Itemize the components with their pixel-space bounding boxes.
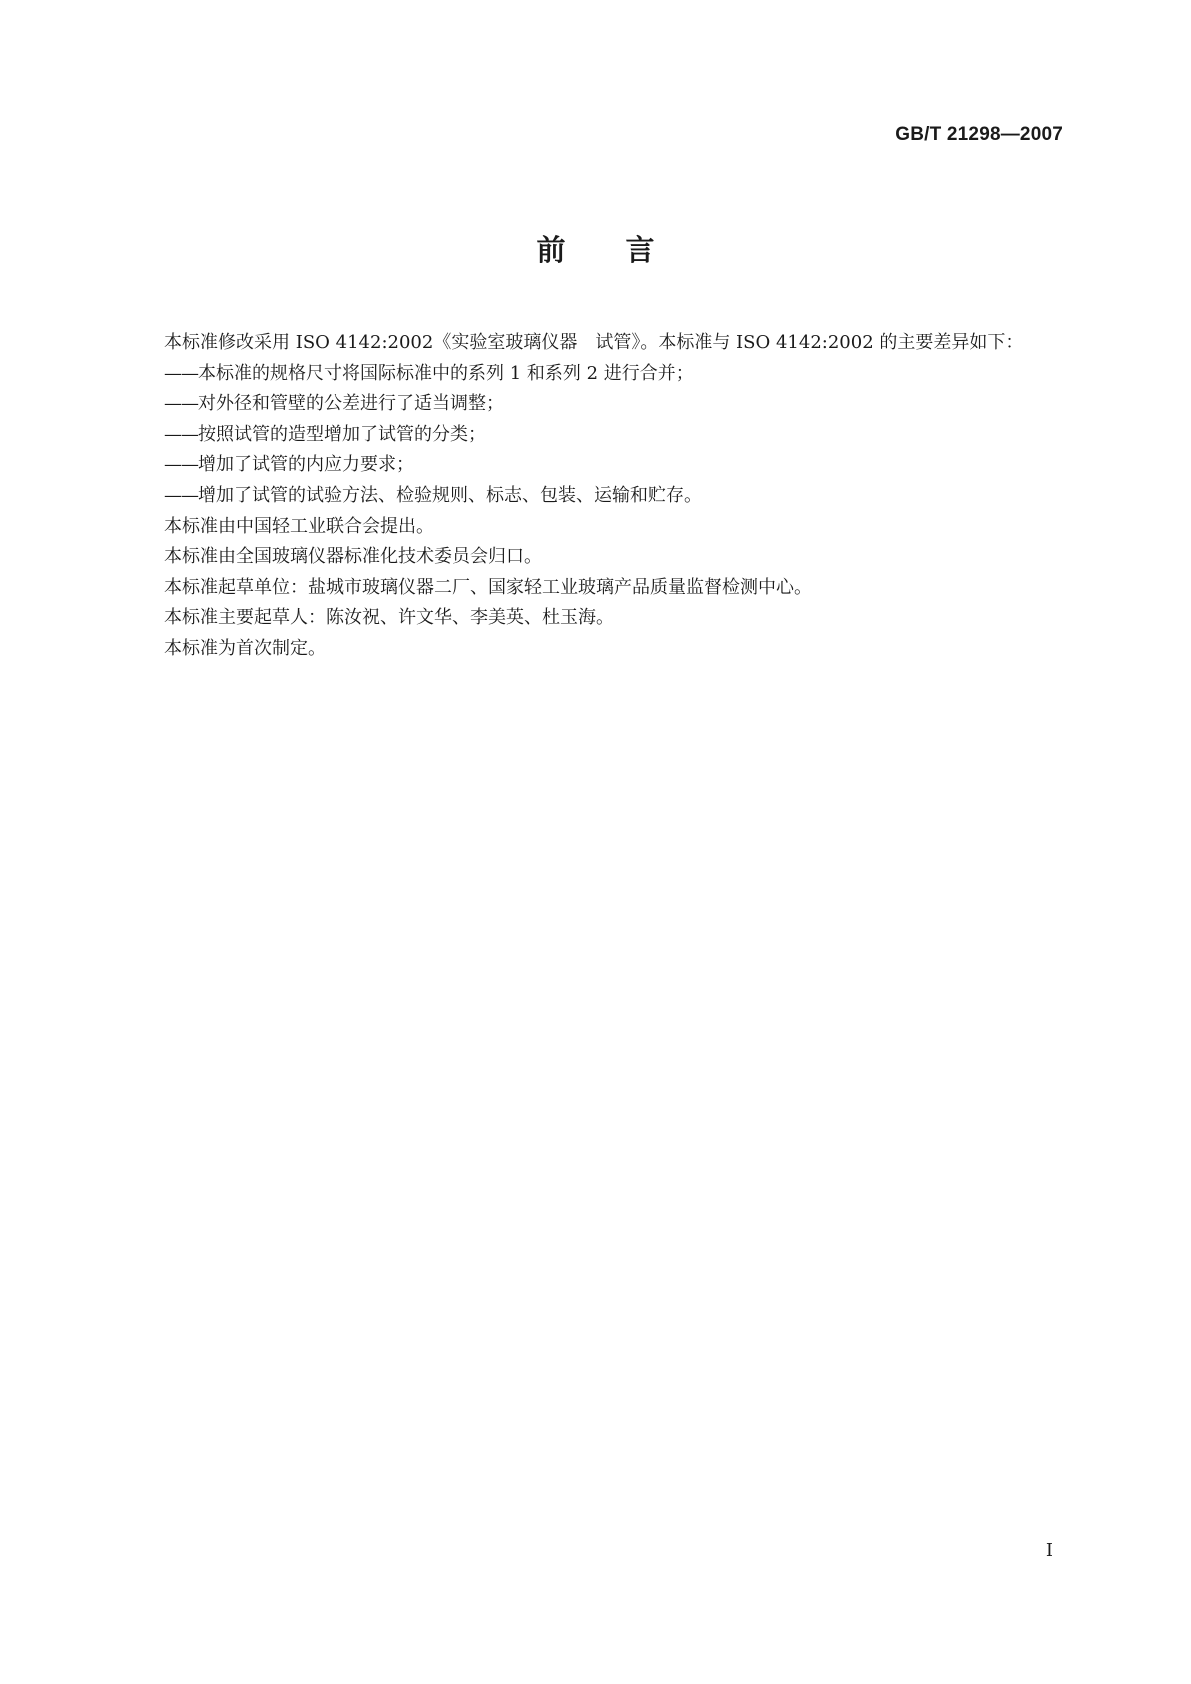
first-edition-statement: 本标准为首次制定。 — [164, 637, 326, 659]
page-number: I — [1045, 1540, 1053, 1561]
list-item — [128, 450, 1063, 481]
committee-statement: 本标准由全国玻璃仪器标准化技术委员会归口。 — [164, 546, 542, 568]
list-item — [128, 481, 1063, 512]
list-item — [128, 389, 1063, 420]
list-item-text: 本标准的规格尺寸将国际标准中的系列 1 和系列 2 进行合并； — [198, 362, 694, 384]
proposer-statement: 本标准由中国轻工业联合会提出。 — [164, 515, 434, 537]
body-text — [128, 328, 1063, 665]
dash-marker: —— — [164, 454, 198, 476]
dash-marker: —— — [164, 484, 198, 506]
dash-marker: —— — [164, 423, 198, 445]
list-item — [128, 359, 1063, 390]
list-item — [128, 420, 1063, 451]
list-item-text: 按照试管的造型增加了试管的分类； — [198, 423, 486, 445]
differences-list — [128, 359, 1063, 512]
list-item-text: 对外径和管壁的公差进行了适当调整； — [198, 393, 504, 415]
list-item-text: 增加了试管的试验方法、检验规则、标志、包装、运输和贮存。 — [198, 484, 702, 506]
dash-marker: —— — [164, 393, 198, 415]
drafting-units-statement: 本标准起草单位：盐城市玻璃仪器二厂、国家轻工业玻璃产品质量监督检测中心。 — [164, 576, 812, 598]
drafters-statement: 本标准主要起草人：陈汝祝、许文华、李美英、杜玉海。 — [164, 607, 614, 629]
page-title: 前言 — [536, 233, 715, 267]
list-item-text: 增加了试管的内应力要求； — [198, 454, 414, 476]
intro-paragraph: 本标准修改采用 ISO 4142:2002《实验室玻璃仪器 试管》。本标准与 ISO 4142:2002 的主要差异如下： — [164, 332, 1024, 353]
dash-marker: —— — [164, 362, 198, 384]
standard-number: GB/T 21298—2007 — [895, 124, 1063, 145]
